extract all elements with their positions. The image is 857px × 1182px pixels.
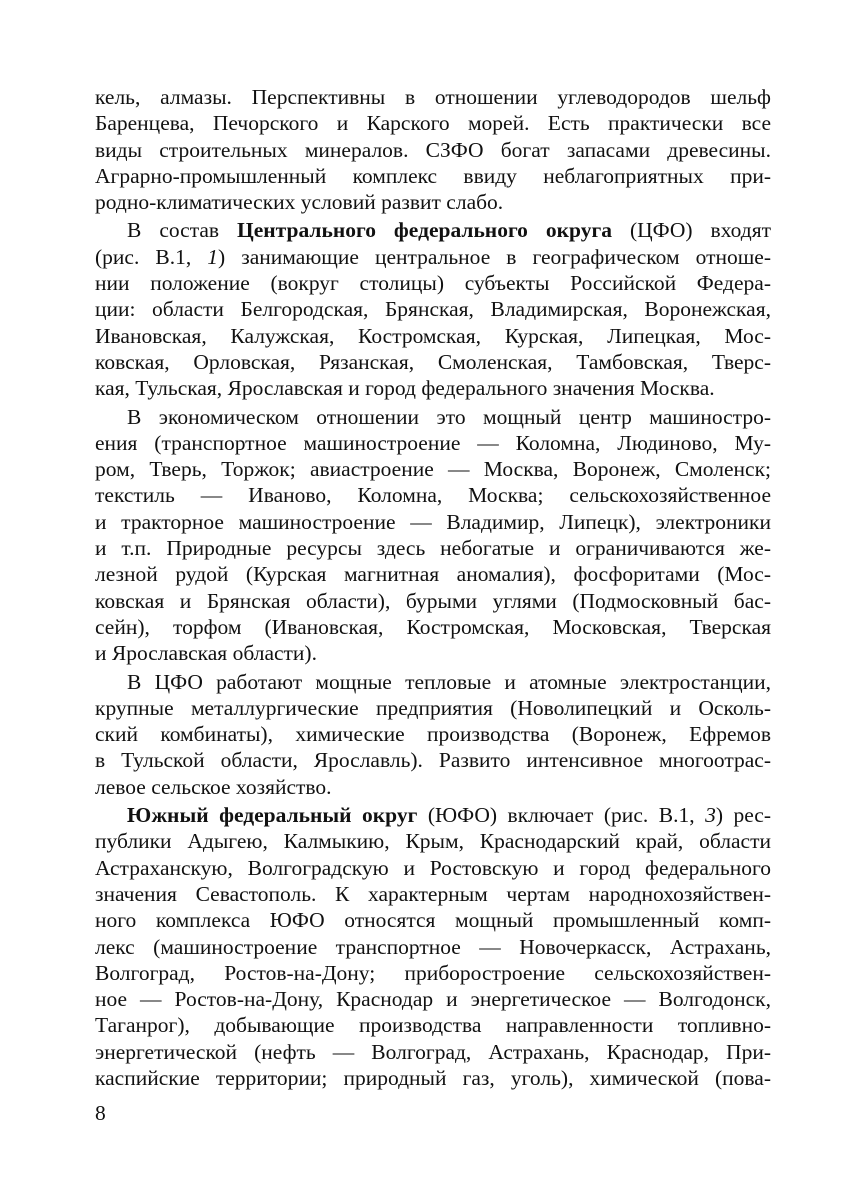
text-span: кель, алмазы. Перспективны в отношении углеводородов шельф	[95, 85, 771, 109]
text-line	[95, 270, 771, 296]
text-span: сейн), торфом (Ивановская, Костромская, Московская, Тверская	[95, 614, 771, 639]
text-span: Баренцева, Печорского и Карского морей. Есть практически все	[95, 111, 771, 136]
text-span: каспийские территории; природный газ, уголь), химической (пова-	[95, 1065, 771, 1090]
text-line	[95, 296, 771, 322]
text-line	[95, 1039, 771, 1065]
text-line	[95, 907, 771, 933]
text-line	[95, 855, 771, 881]
text-line	[95, 430, 771, 456]
text-span: энергетической (нефть — Волгоград, Астрахань, Краснодар, При-	[95, 1039, 771, 1064]
text-span: Ивановская, Калужская, Костромская, Курская, Липецкая, Мос-	[95, 323, 771, 348]
text-span: Аграрно-промышленный комплекс ввиду неблагоприятных при-	[95, 163, 771, 188]
text-line	[95, 828, 771, 854]
text-span: (ЮФО) включает (рис. В.1,	[417, 803, 706, 828]
text-line	[95, 535, 771, 561]
text-span: (рис. В.1,	[95, 244, 208, 269]
text-line	[95, 163, 771, 189]
text-line	[95, 217, 771, 243]
text-line	[95, 614, 771, 640]
text-line	[95, 747, 771, 773]
text-line	[95, 509, 771, 535]
text-line	[95, 375, 771, 401]
text-line	[95, 244, 771, 270]
text-span: Астраханскую, Волгоградскую и Ростовскую и город федерального	[95, 855, 771, 880]
text-span: и тракторное машиностроение — Владимир, Липецк), электроники	[95, 509, 771, 534]
text-span: ное — Ростов-на-Дону, Краснодар и энергетическое — Волгодонск,	[95, 987, 771, 1012]
text-line	[95, 349, 771, 375]
text-span: и Ярославская области).	[95, 641, 317, 666]
text-line	[95, 323, 771, 349]
paragraph	[95, 217, 771, 401]
text-span: левое сельское хозяйство.	[95, 774, 332, 799]
text-span: ский комбинаты), химические производства (Воронеж, Ефремов	[95, 722, 771, 747]
text-span: Таганрог), добывающие производства направленности топливно-	[95, 1013, 771, 1038]
text-span: и т.п. Природные ресурсы здесь небогатые и ограничиваются же-	[95, 536, 771, 561]
text-line	[95, 84, 771, 110]
text-span: крупные металлургические предприятия (Новолипецкий и Осколь-	[95, 695, 771, 720]
text-line	[95, 934, 771, 960]
text-line	[95, 1012, 771, 1038]
text-line	[95, 669, 771, 695]
text-line	[95, 986, 771, 1012]
text-span: нии положение (вокруг столицы) субъекты Российской Федера-	[95, 271, 771, 296]
text-line	[95, 404, 771, 430]
text-span: виды строительных минералов. СЗФО богат запасами древесины.	[95, 137, 771, 162]
text-line	[95, 802, 771, 828]
text-line	[95, 110, 771, 136]
text-span: текстиль — Иваново, Коломна, Москва; сельскохозяйственное	[95, 483, 771, 508]
text-span: ного комплекса ЮФО относятся мощный промышленный комп-	[95, 908, 771, 933]
text-span: Волгоград, Ростов-на-Дону; приборостроение сельскохозяйствен-	[95, 960, 771, 985]
text-span: В ЦФО работают мощные тепловые и атомные электростанции,	[127, 669, 771, 694]
page-body	[95, 84, 771, 1091]
text-span: ) рес-	[715, 803, 771, 828]
paragraph	[95, 802, 771, 1091]
text-span: родно-климатических условий развит слабо.	[95, 190, 504, 215]
text-span: ковская, Орловская, Рязанская, Смоленская, Тамбовская, Тверс-	[95, 349, 771, 374]
text-span: ковская и Брянская области), бурыми углями (Подмосковный бас-	[95, 588, 771, 613]
text-span: кая, Тульская, Ярославская и город федерального значения Москва.	[95, 376, 715, 401]
text-span: значения Севастополь. К характерным чертам народнохозяйствен-	[95, 881, 771, 906]
text-line	[95, 137, 771, 163]
text-span: (ЦФО) входят	[611, 218, 771, 243]
text-line	[95, 189, 771, 215]
text-span: ) занимающие центральное в географическом отноше-	[218, 244, 771, 269]
paragraph	[95, 84, 771, 215]
text-line	[95, 561, 771, 587]
bold-term: Южный федеральный округ	[127, 803, 418, 828]
paragraph	[95, 404, 771, 667]
text-line	[95, 695, 771, 721]
text-span: ром, Тверь, Торжок; авиастроение — Москва, Воронеж, Смоленск;	[95, 457, 771, 482]
text-span: в Тульской области, Ярославль). Развито интенсивное многоотрас-	[95, 748, 771, 773]
paragraph	[95, 669, 771, 800]
figure-ref: 1	[207, 244, 218, 269]
text-line	[95, 1065, 771, 1091]
text-line	[95, 456, 771, 482]
text-line	[95, 774, 771, 800]
text-span: В экономическом отношении это мощный центр машиностро-	[127, 404, 771, 429]
figure-ref: 3	[705, 803, 716, 828]
text-span: публики Адыгею, Калмыкию, Крым, Краснодарский край, области	[95, 829, 771, 854]
text-line	[95, 482, 771, 508]
text-line	[95, 588, 771, 614]
text-span: лекс (машиностроение транспортное — Новочеркасск, Астрахань,	[95, 934, 771, 959]
bold-term: Центрального федерального округа	[237, 218, 612, 243]
page-number: 8	[95, 1101, 106, 1125]
text-span: ции: области Белгородская, Брянская, Владимирская, Воронежская,	[95, 297, 771, 322]
text-line	[95, 640, 771, 666]
text-span: В состав	[127, 218, 238, 243]
text-line	[95, 881, 771, 907]
text-span: ения (транспортное машиностроение — Коломна, Людиново, Му-	[95, 430, 771, 455]
text-line	[95, 960, 771, 986]
text-line	[95, 721, 771, 747]
text-span: лезной рудой (Курская магнитная аномалия), фосфоритами (Мос-	[95, 562, 771, 587]
